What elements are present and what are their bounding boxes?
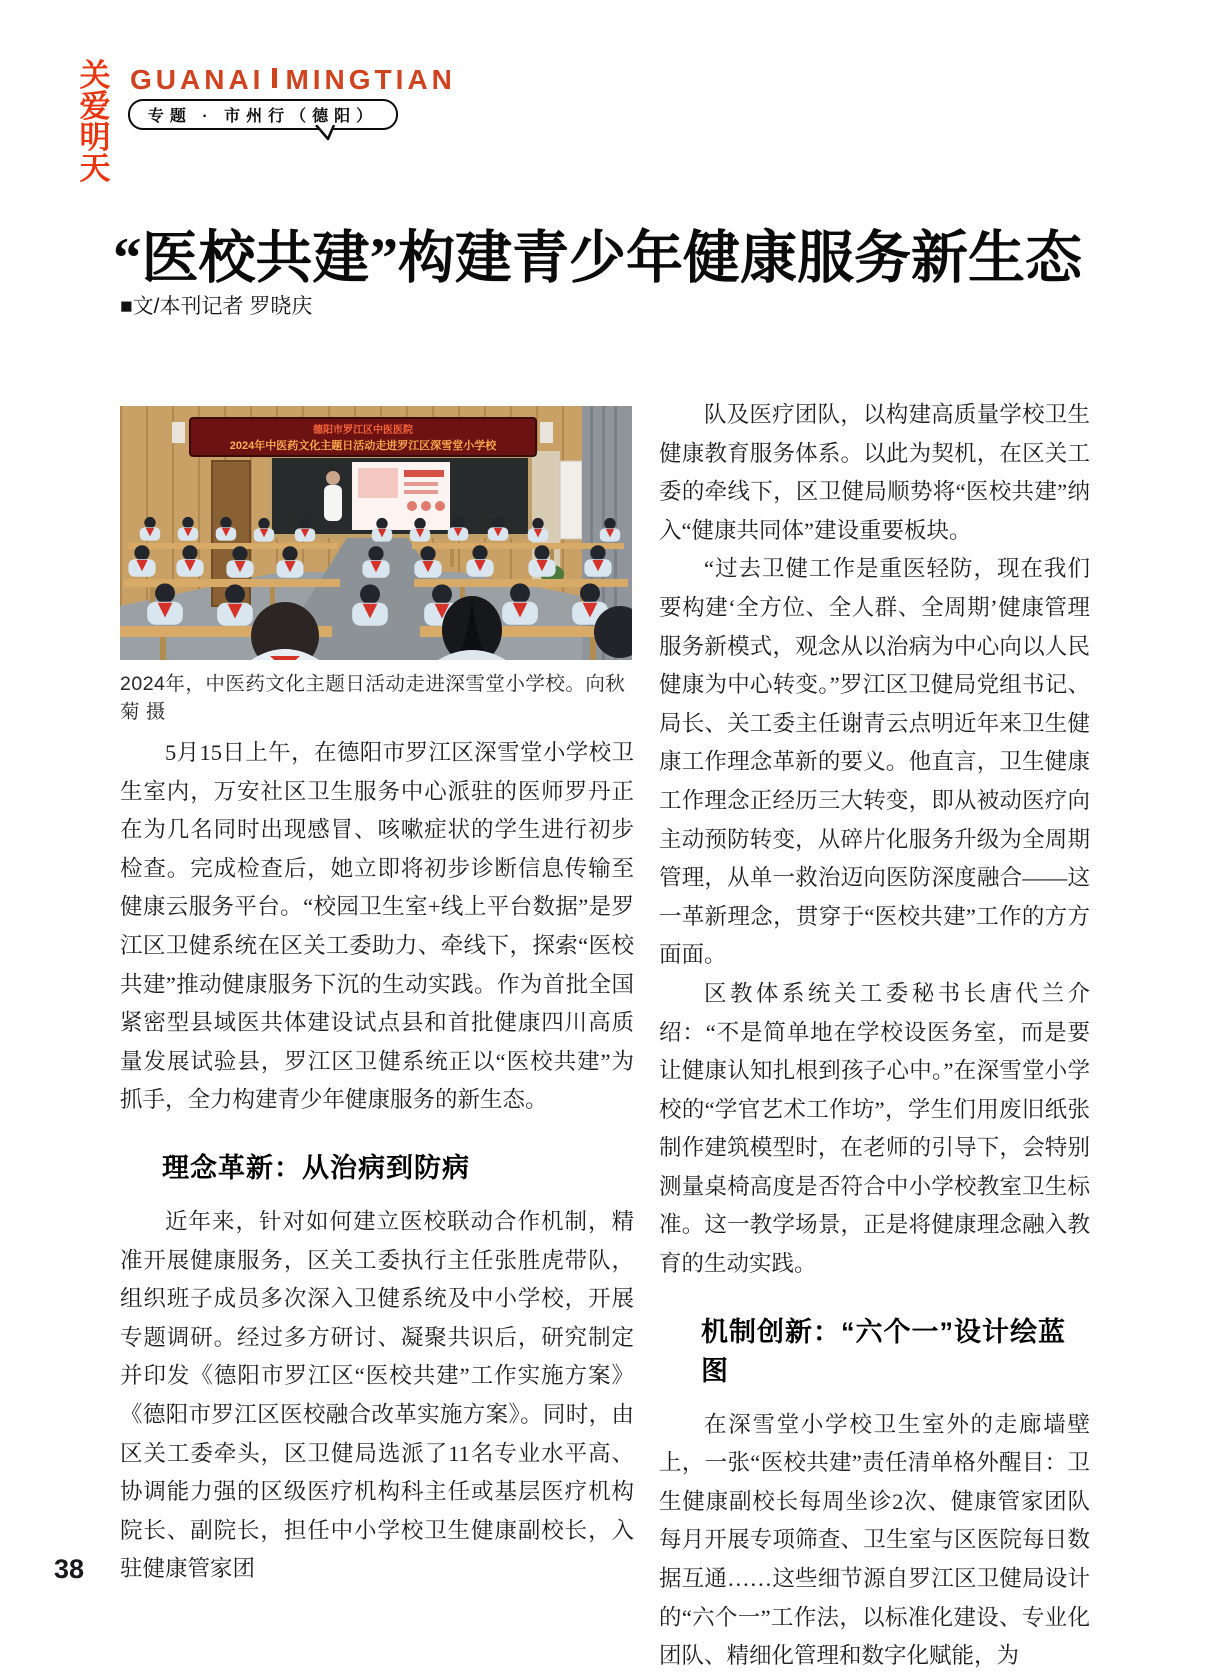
article-byline: ■文/本刊记者 罗晓庆 (120, 295, 313, 318)
classroom-photo-graphic (120, 406, 632, 660)
photo-projector-slide (352, 462, 450, 530)
paragraph-6: 在深雪堂小学校卫生室外的走廊墙壁上，一张“医校共建”责任清单格外醒目：卫生健康副校长每周坐诊2次、健康管家团队每月开展专项筛查、卫生室与区医院每日数据互通……这些细节源自罗江区卫健局设计的“六个一”工作法，以标准化建设、专业化团队、精细化管理和数字化赋能，为 (659, 1411, 1090, 1669)
section-heading-1: 理念革新：从治病到防病 (162, 1152, 470, 1183)
body-right-column (659, 396, 1090, 1676)
photo-teacher (324, 467, 342, 521)
logo-line1: 关爱 (79, 58, 113, 124)
brand-english (130, 64, 456, 96)
paragraph-1: 5月15日上午，在德阳市罗江区深雪堂小学校卫生室内，万安社区卫生服务中心派驻的医师罗丹正在为几名同时出现感冒、咳嗽症状的学生进行初步检查。完成检查后，她立即将初步诊断信息传输至健康云服务平台。“校园卫生室+线上平台数据”是罗江区卫健系统在区关工委助力、牵线下，探索“医校共建”推动健康服务下沉的生动实践。作为首批全国紧密型县域医共体建设试点县和首批健康四川高质量发展试验县，罗江区卫健系统正以“医校共建”为抓手，全力构建青少年健康服务的新生态。 (120, 740, 634, 1113)
classroom-photo (120, 406, 632, 660)
photo-led-banner (172, 418, 553, 456)
photo-caption: 2024年，中医药文化主题日活动走进深雪堂小学校。向秋菊 摄 (120, 673, 626, 723)
brand-left: GUANAI (130, 64, 265, 95)
page-title: “医校共建”构建青少年健康服务新生态 (113, 227, 1082, 290)
photo-ac-unit (560, 461, 582, 539)
body-left-column (120, 734, 634, 1589)
banner-line2: 2024年中医药文化主题日活动走进罗江区深雪堂小学校 (229, 440, 497, 452)
brand-right: MINGTIAN (285, 64, 456, 95)
paragraph-3: 队及医疗团队，以构建高质量学校卫生健康教育服务体系。以此为契机，在区关工委的牵线下，区卫健局顺势将“医校共建”纳入“健康共同体”建设重要板块。 (659, 402, 1090, 543)
section-heading-2: 机制创新：“六个一”设计绘蓝图 (701, 1316, 1066, 1386)
paragraph-5: 区教体系统关工委秘书长唐代兰介绍：“不是简单地在学校设医务室，而是要让健康认知扎根到孩子心中。”在深雪堂小学校的“学官艺术工作坊”，学生们用废旧纸张制作建筑模型时，在老师的引导下，会特别测量桌椅高度是否符合中小学校教室卫生标准。这一教学场景，正是将健康理念融入教育的生动实践。 (659, 980, 1090, 1277)
magazine-logo (64, 60, 128, 184)
logo-line2: 明天 (79, 120, 113, 186)
banner-line1: 德阳市罗江区中医医院 (313, 425, 413, 436)
paragraph-4: “过去卫健工作是重医轻防，现在我们要构建‘全方位、全人群、全周期’健康管理服务新模式，观念从以治病为中心向以人民健康为中心转变。”罗江区卫健局党组书记、局长、关工委主任谢青云点明近年来卫生健康工作理念革新的要义。他直言，卫生健康工作理念正经历三大转变，即从被动医疗向主动预防转变，从碎片化服务升级为全周期管理，从单一救治迈向医防深度融合——这一革新理念，贯穿于“医校共建”工作的方方面面。 (659, 556, 1090, 968)
speech-bubble-tail-icon (314, 125, 344, 143)
paragraph-2: 近年来，针对如何建立医校联动合作机制，精准开展健康服务，区关工委执行主任张胜虎带队，组织班子成员多次深入卫健系统及中小学校，开展专题调研。经过多方研讨、凝聚共识后，研究制定并印发《德阳市罗江区“医校共建”工作实施方案》《德阳市罗江区医校融合改革实施方案》。同时，由区关工委牵头，区卫健局选派了11名专业水平高、协调能力强的区级医疗机构科主任或基层医疗机构院长、副院长，担任中小学校卫生健康副校长，入驻健康管家团 (120, 1208, 634, 1582)
section-tab (128, 99, 398, 130)
section-tab-label: 专题 · 市州行（德阳） (128, 99, 398, 130)
page-number: 38 (54, 1554, 85, 1584)
brand-separator-icon (272, 68, 277, 88)
